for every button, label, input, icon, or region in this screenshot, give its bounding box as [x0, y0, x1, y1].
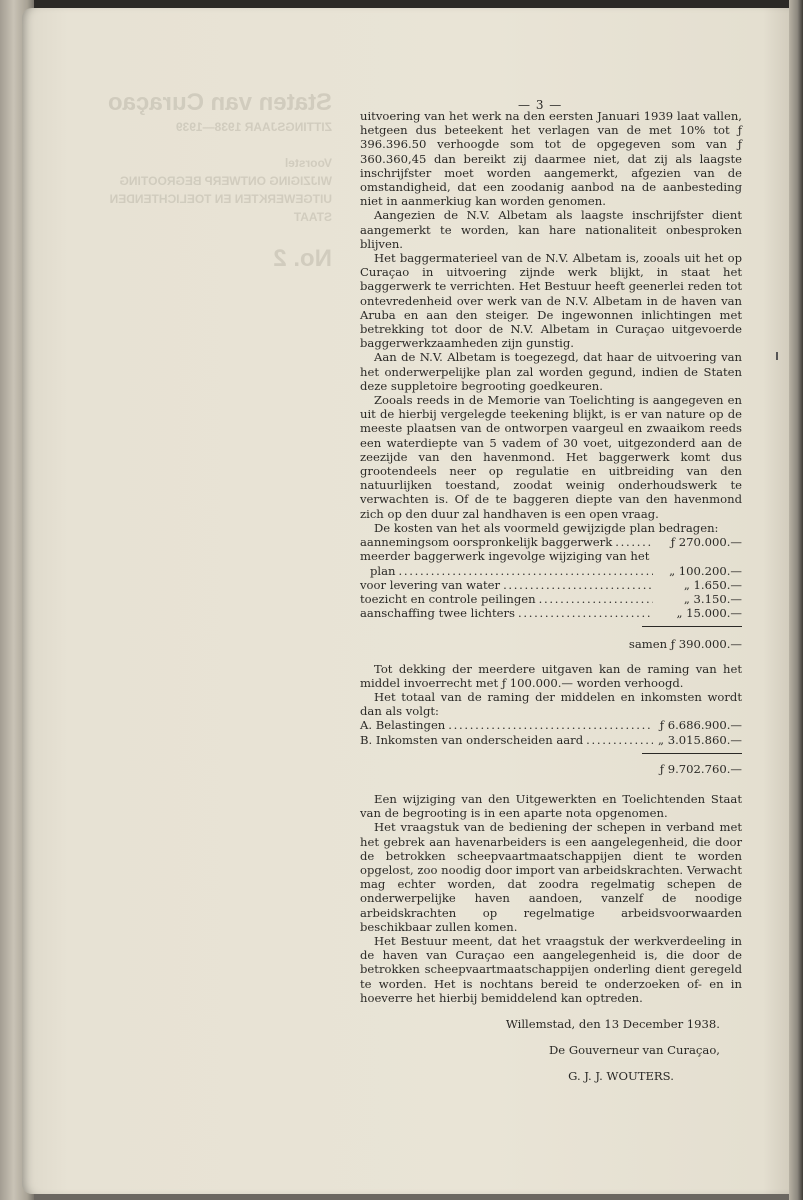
signature-name: G. J. J. WOUTERS. — [568, 1069, 674, 1084]
paragraph: Het baggermaterieel van de N.V. Albetam is, zooals uit het op Curaçao in uitvoering zijnde werk blijkt, in staat het baggerwerk te verrichten. Het Bestuur heeft geenerlei reden tot ontevredenheid over werk van de N.V. Albetam in de haven van Aruba en aan den steiger. De ingewonnen inlichtingen met betrekking tot door de N.V. Albetam in Curaçao uitgevoerde baggerwerkzaamheden zijn gunstig. — [360, 251, 742, 351]
cost-row: meerder baggerwerk ingevolge wijziging van het — [360, 549, 650, 564]
paragraph: Het totaal van de raming der middelen en inkomsten wordt dan als volgt: — [360, 689, 742, 719]
paragraph: Een wijziging van den Uitgewerkten en Toelichtenden Staat van de begrooting is in een aparte nota opgenomen. — [360, 791, 742, 821]
revenue-table — [360, 718, 742, 776]
paragraph: uitvoering van het werk na den eersten Januari 1939 laat vallen, hetgeen dus beteekent het verlagen van de met 10% tot ƒ 396.396.50 verhoogde som tot de opgegeven som van ƒ 360.360,45 dan bereikt zij daarmee niet, dat zij als laagste inschrijfster moet worden aangemerkt, afgezien van de omstandigheid, dat een zoodanig aanbod na de aanbesteding niet in aanmerkiug kan worden genomen. — [360, 109, 742, 209]
paragraph: De kosten van het als voormeld gewijzigde plan bedragen: — [374, 520, 719, 535]
margin-mark — [776, 352, 778, 360]
revenue-row: B. Inkomsten van onderscheiden aard . . . „ 3.015.860.— — [360, 733, 742, 747]
cost-row: plan . . . „ 100.200.— — [360, 564, 742, 578]
paragraph: Aan de N.V. Albetam is toegezegd, dat haar de uitvoering van het onderwerpelijke plan zal worden gegund, indien de Staten deze suppletoire begrooting goedkeuren. — [360, 350, 742, 393]
paragraph: Aangezien de N.V. Albetam als laagste inschrijfster dient aangemerkt te worden, kan hare nationaliteit onbesproken blijven. — [360, 208, 742, 251]
main-text — [360, 95, 742, 1084]
place-date: Willemstad, den 13 December 1938. — [505, 1016, 720, 1031]
cost-row: voor levering van water . . . „ 1.650.— — [360, 578, 742, 592]
cost-row: aannemingsom oorspronkelijk baggerwerk . . . ƒ 270.000.— — [360, 535, 742, 549]
cost-row: aanschaffing twee lichters . . . „ 15.000.— — [360, 606, 742, 620]
bleed-through-text: Staten van Curaçao ZITTINGSJAAR 1938—1939 Voorstel WIJZIGING ONTWERP BEGROOTING UITGEWERKTEN EN TOELICHTENDEN STAAT No. 2 — [107, 89, 332, 272]
paragraph: Zooals reeds in de Memorie van Toelichting is aangegeven en uit de hierbij vergelegde teekening blijkt, is er van nature op de meeste plaatsen van de ontworpen vaargeul en zwaaikom reeds een waterdiepte van 5 vadem of 30 voet, uitgezonderd aan de zeezijde van den havenmond. Het baggerwerk komt dus grootendeels neer op regulatie en uitbreiding van den natuurlijken toestand, zoodat weinig onderhoudswerk te verwachten is. Of de te baggeren diepte van den havenmond zich op den duur zal handhaven is een open vraag. — [360, 393, 742, 521]
paragraph: Tot dekking der meerdere uitgaven kan de raming van het middel invoerrecht met ƒ 100.000.— worden verhoogd. — [360, 661, 742, 690]
cost-row: toezicht en controle peilingen . . . „ 3.150.— — [360, 592, 742, 606]
paragraph: Het Bestuur meent, dat het vraagstuk der werkverdeeling in de haven van Curaçao een aangelegenheid is, die door de betrokken scheepvaartmaatschappijen onderling dient geregeld te worden. Het is nochtans bereid te onderzoeken of- en in hoeverre het hierbij bemiddelend kan optreden. — [360, 933, 742, 1005]
total-rule — [642, 626, 742, 627]
revenue-row: A. Belastingen . . . ƒ 6.686.900.— — [360, 718, 742, 732]
costs-total: samen ƒ 390.000.— — [628, 637, 742, 652]
page-edge — [789, 0, 803, 1200]
paragraph: Het vraagstuk van de bediening der schepen in verband met het gebrek aan havenarbeiders is een aangelegenheid, die door de betrokken scheepvaartmaatschappijen dient te worden opgelost, zoo noodig door import van arbeidskrachten. Verwacht mag echter worden, dat zoodra regelmatig schepen de onderwerpelijke haven aandoen, vanzelf de noodige arbeidskrachten op regelmatige arbeidsvoorwaarden beschikbaar zullen komen. — [360, 820, 742, 934]
signature-title: De Gouverneur van Curaçao, — [548, 1043, 720, 1058]
total-rule — [642, 753, 742, 754]
page-number: — 3 — — [518, 98, 563, 112]
cost-table — [360, 535, 742, 651]
revenue-total: ƒ 9.702.760.— — [659, 761, 742, 776]
